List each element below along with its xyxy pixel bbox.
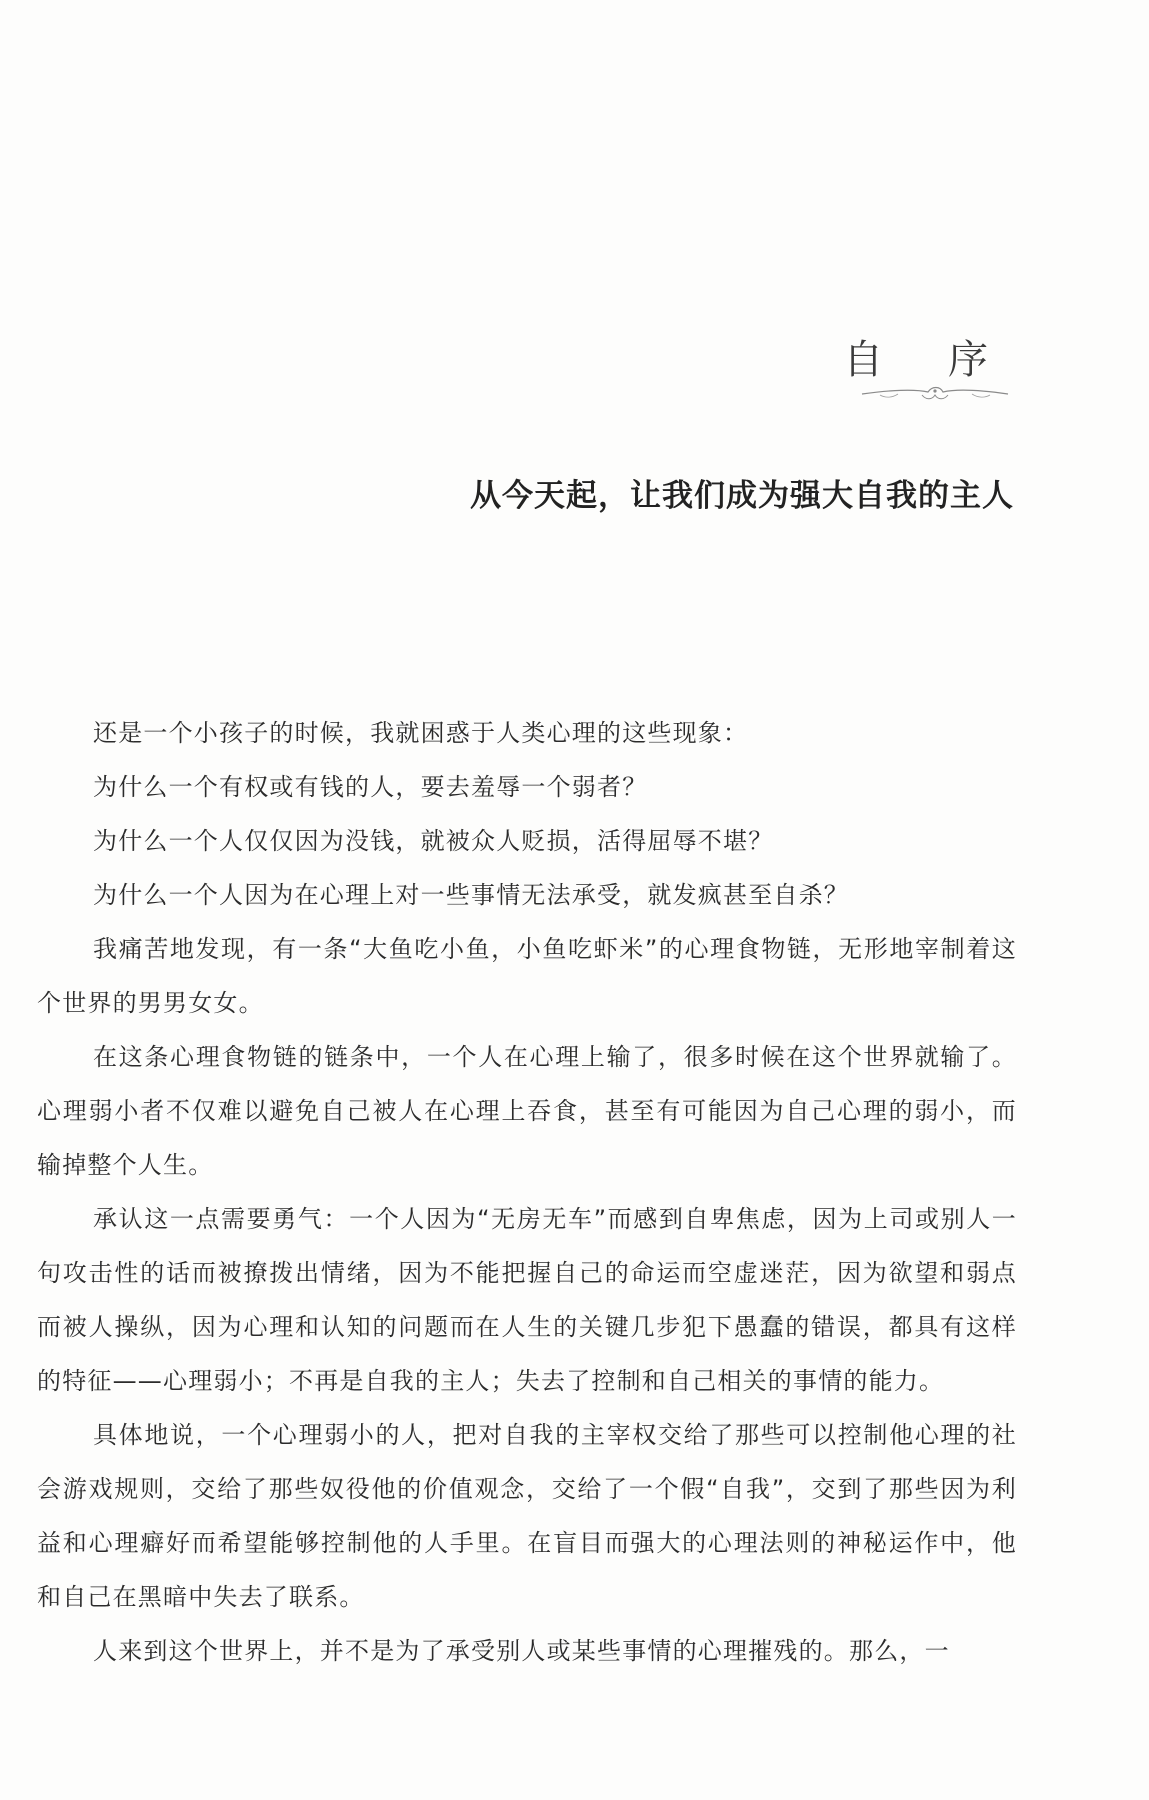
paragraph: 具体地说，一个心理弱小的人，把对自我的主宰权交给了那些可以控制他心理的社会游戏规则，交给了那些奴役他的价值观念，交给了一个假“自我”，交到了那些因为利益和心理癖好而希望能够控制他的人手里。在盲目而强大的心理法则的神秘运作中，他和自己在黑暗中失去了联系。	[37, 1421, 1017, 1611]
preface-title: 自 序	[843, 337, 1014, 383]
flourish-divider-icon	[860, 380, 1010, 404]
preface-body	[37, 706, 1017, 1678]
paragraph: 我痛苦地发现，有一条“大鱼吃小鱼，小鱼吃虾米”的心理食物链，无形地宰制着这个世界的男男女女。	[37, 935, 1017, 1017]
paragraph: 为什么一个人仅仅因为没钱，就被众人贬损，活得屈辱不堪？	[93, 827, 774, 855]
paragraph: 承认这一点需要勇气：一个人因为“无房无车”而感到自卑焦虑，因为上司或别人一句攻击性的话而被撩拨出情绪，因为不能把握自己的命运而空虚迷茫，因为欲望和弱点而被人操纵，因为心理和认知的问题而在人生的关键几步犯下愚蠢的错误，都具有这样的特征——心理弱小；不再是自我的主人；失去了控制和自己相关的事情的能力。	[37, 1205, 1017, 1395]
paragraph: 还是一个小孩子的时候，我就困惑于人类心理的这些现象：	[93, 719, 749, 747]
paragraph: 在这条心理食物链的链条中，一个人在心理上输了，很多时候在这个世界就输了。心理弱小者不仅难以避免自己被人在心理上吞食，甚至有可能因为自己心理的弱小，而输掉整个人生。	[37, 1043, 1017, 1179]
paragraph: 人来到这个世界上，并不是为了承受别人或某些事情的心理摧残的。那么，一	[93, 1637, 950, 1665]
paragraph: 为什么一个人因为在心理上对一些事情无法承受，就发疯甚至自杀？	[93, 881, 849, 909]
paragraph: 为什么一个有权或有钱的人，要去羞辱一个弱者？	[93, 773, 648, 801]
preface-subtitle: 从今天起，让我们成为强大自我的主人	[470, 478, 1014, 514]
